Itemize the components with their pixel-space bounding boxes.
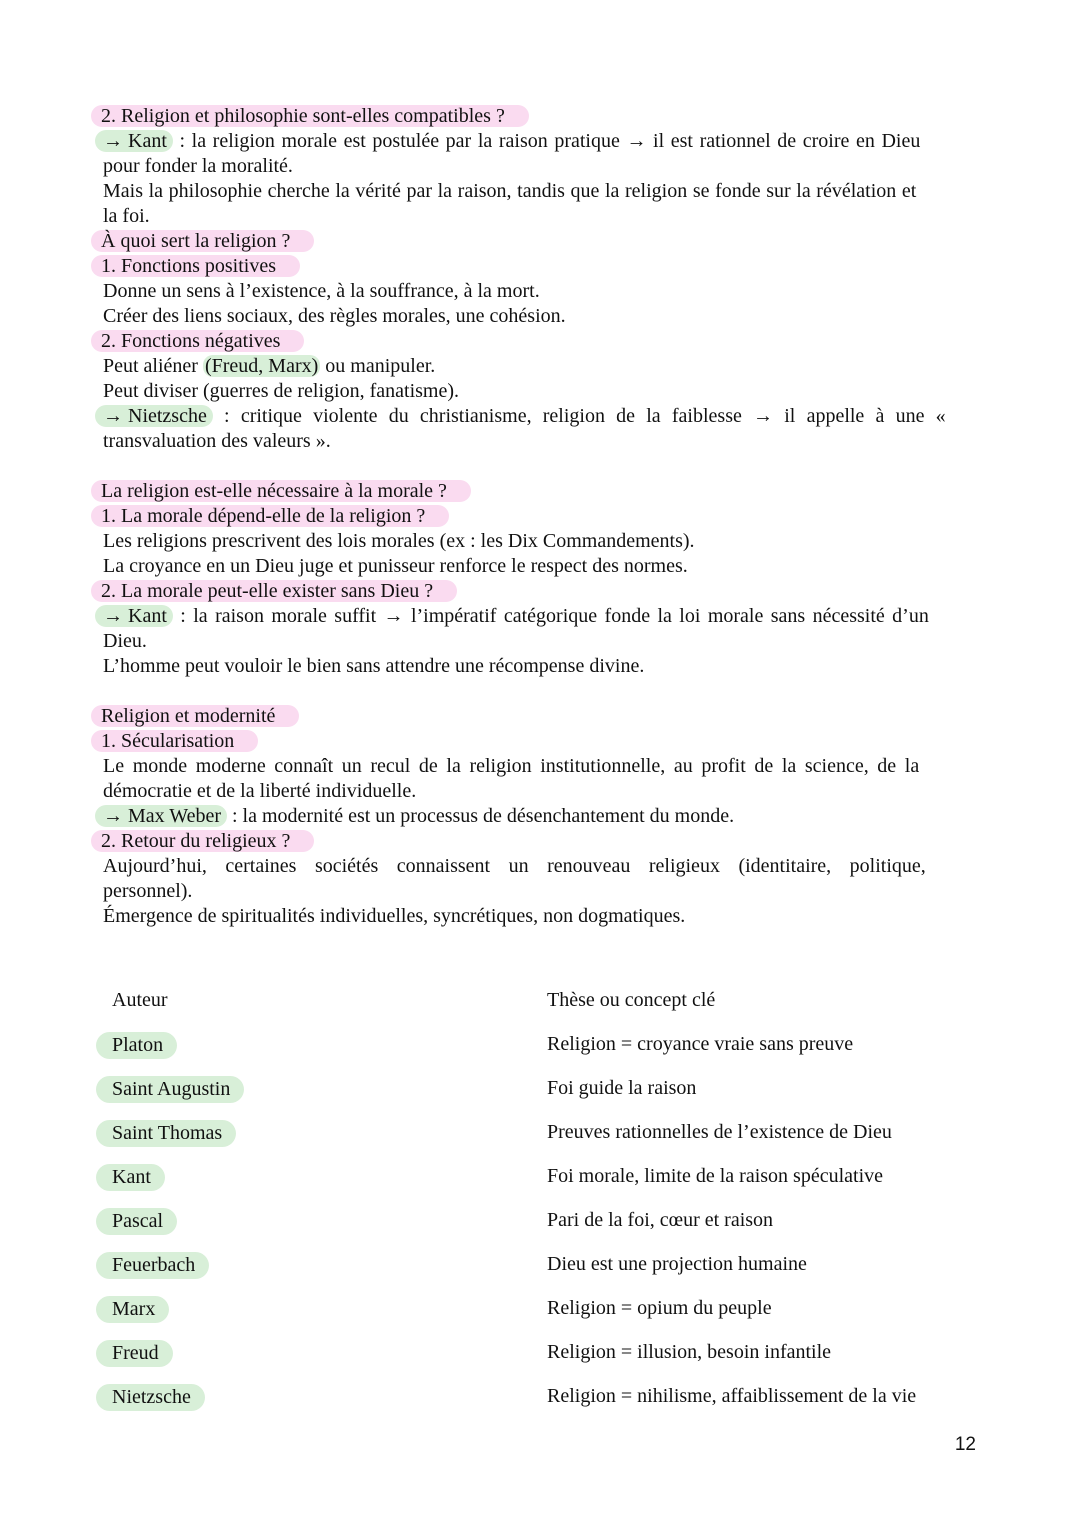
spacer [103,454,975,479]
subheading-highlight: 2. Fonctions négatives [91,330,304,352]
weber-line [103,804,975,829]
author-badge: Feuerbach [96,1252,209,1279]
thesis-cell: Dieu est une projection humaine [547,1253,807,1275]
section-heading-function [103,229,975,254]
section-heading-compatibility [103,104,975,129]
weber-statement: : la modernité est un processus de désenchantement du monde. [227,805,735,827]
kant-morality-line-1 [103,604,975,629]
author-badge: Saint Augustin [96,1076,244,1103]
thesis-cell: Religion = opium du peuple [547,1297,772,1319]
table-row [0,1068,1080,1112]
author-badge: Saint Thomas [96,1120,236,1147]
kant-statement: : la religion morale est postulée par la raison pratique → il est rationnel de croire en Dieu [172,130,921,152]
author-badge: Kant [96,1164,165,1191]
table-row [0,1376,1080,1420]
nietzsche-line-2: transvaluation des valeurs ». [103,430,331,452]
heading-highlight: 2. Religion et philosophie sont-elles compatibles ? [91,105,529,127]
mais-line-1: Mais la philosophie cherche la vérité par la raison, tandis que la religion se fonde sur la révélation et [103,180,917,202]
return-line-2: personnel). [103,880,193,902]
kant-line-2: pour fonder la moralité. [103,155,293,177]
thesis-cell: Foi guide la raison [547,1077,697,1099]
table-row [0,1024,1080,1068]
document-body [103,104,975,929]
homme-line: L’homme peut vouloir le bien sans attendre une récompense divine. [103,655,645,677]
thesis-cell: Religion = nihilisme, affaiblissement de la vie [547,1385,917,1407]
thesis-cell: Religion = croyance vraie sans preuve [547,1033,854,1055]
author-badge: Freud [96,1340,173,1367]
positive-line-2: Créer des liens sociaux, des règles morales, une cohésion. [103,305,566,327]
author-highlight-kant: → Kant [95,605,173,627]
kant-line-1 [103,129,975,154]
table-row [0,1112,1080,1156]
section-heading-morality [103,479,975,504]
nietzsche-line-1 [103,404,975,429]
subheading-highlight: 1. Sécularisation [91,730,258,752]
subheading-without-god [103,579,975,604]
subheading-return [103,829,975,854]
return-line-3: Émergence de spiritualités individuelles, syncrétiques, non dogmatiques. [103,905,686,927]
table-row [0,1244,1080,1288]
author-highlight-weber: → Max Weber [95,805,227,827]
table-row [0,1288,1080,1332]
negative-text: ou manipuler. [320,355,436,377]
spacer [103,679,975,704]
negative-line-2: Peut diviser (guerres de religion, fanatisme). [103,380,459,402]
subheading-highlight: 2. Retour du religieux ? [91,830,314,852]
author-highlight-kant: → Kant [95,130,173,152]
author-highlight-freud-marx: (Freud, Marx) [204,355,319,377]
thesis-cell: Religion = illusion, besoin infantile [547,1341,832,1363]
thesis-cell: Pari de la foi, cœur et raison [547,1209,774,1231]
kant-morality-statement: : la raison morale suffit → l’impératif catégorique fonde la loi morale sans nécessité d’un [172,605,929,627]
table-header-row [0,980,1080,1024]
negative-text: Peut aliéner [103,355,203,377]
table-row [0,1200,1080,1244]
kant-line-1-text [103,129,920,154]
author-highlight-nietzsche: → Nietzsche [95,405,213,427]
thesis-cell: Preuves rationnelles de l’existence de Dieu [547,1121,892,1143]
authors-table [0,980,1080,1420]
secularisation-line-2: démocratie et de la liberté individuelle. [103,780,417,802]
heading-highlight: La religion est-elle nécessaire à la morale ? [91,480,471,502]
subheading-positive [103,254,975,279]
negative-line-1 [103,354,975,379]
positive-line-1: Donne un sens à l’existence, à la souffrance, à la mort. [103,280,540,302]
dependence-line-2: La croyance en un Dieu juge et punisseur renforce le respect des normes. [103,555,688,577]
author-badge: Platon [96,1032,177,1059]
page-number: 12 [954,1434,976,1455]
thesis-cell: Foi morale, limite de la raison spéculative [547,1165,884,1187]
subheading-dependence [103,504,975,529]
secularisation-line-1: Le monde moderne connaît un recul de la religion institutionnelle, au profit de la science, de la [103,755,920,777]
author-badge: Marx [96,1296,169,1323]
table-row [0,1156,1080,1200]
nietzsche-statement: : critique violente du christianisme, religion de la faiblesse → il appelle à une « [212,405,946,427]
subheading-highlight: 2. La morale peut-elle exister sans Dieu ? [91,580,457,602]
kant-morality-line-2: Dieu. [103,630,147,652]
return-line-1: Aujourd’hui, certaines sociétés connaissent un renouveau religieux (identitaire, politique, [103,855,926,877]
header-author: Auteur [112,989,168,1011]
subheading-negative [103,329,975,354]
heading-highlight: À quoi sert la religion ? [91,230,314,252]
dependence-line-1: Les religions prescrivent des lois morales (ex : les Dix Commandements). [103,530,695,552]
author-badge: Pascal [96,1208,177,1235]
section-heading-modernity [103,704,975,729]
mais-line-2: la foi. [103,205,150,227]
author-badge: Nietzsche [96,1384,205,1411]
heading-highlight: Religion et modernité [91,705,299,727]
subheading-highlight: 1. La morale dépend-elle de la religion ? [91,505,449,527]
header-thesis: Thèse ou concept clé [547,989,716,1011]
table-row [0,1332,1080,1376]
subheading-secularisation [103,729,975,754]
subheading-highlight: 1. Fonctions positives [91,255,300,277]
